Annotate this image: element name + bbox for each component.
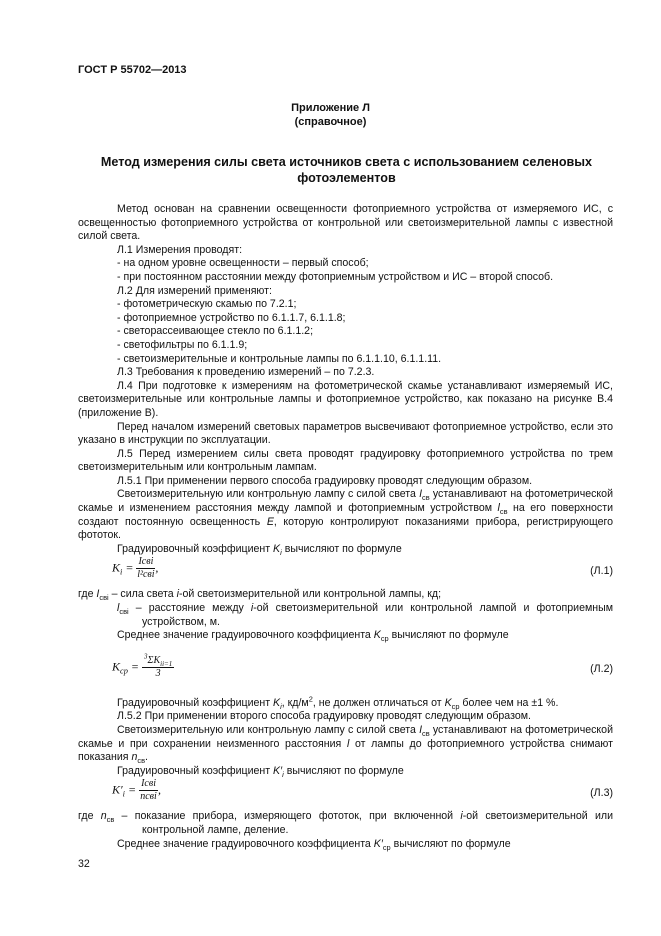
symbol: K <box>444 696 452 709</box>
numerator: $^3\Sigma K_{ii=1}$ <box>144 652 173 668</box>
subscript: i <box>160 659 163 668</box>
text-run: – сила света <box>108 588 177 601</box>
text-run: на его поверхности создают постоянную освещенность <box>78 502 613 528</box>
sum-upper: 3 <box>144 652 148 661</box>
equation-number: (Л.1) <box>590 565 613 578</box>
symbol: E <box>266 515 274 528</box>
equation-number: (Л.2) <box>590 662 613 675</box>
paragraph: Л.2 Для измерений применяют: <box>117 284 272 297</box>
subscript: св <box>137 756 146 766</box>
text-run: устанавливают на фотометрической скамье и при сохранении неизменного расстояния <box>78 724 613 750</box>
text-run: где <box>78 588 97 601</box>
symbol: K <box>112 659 121 674</box>
text-run: -ой светоизмерительной или контрольной лампы, кд; <box>178 588 442 601</box>
list-item: - светоизмерительные и контрольные лампы по 6.1.1.10, 6.1.1.11. <box>117 352 442 365</box>
paragraph: Л.5.1 При применении первого способа градуировку проводят следующим образом. <box>117 474 533 487</box>
paragraph: Л.3 Требования к проведению измерений – по 7.2.3. <box>117 366 375 379</box>
formula-l1 <box>78 556 613 588</box>
text-run: Среднее значение градуировочного коэффициента <box>117 837 374 850</box>
symbol: K <box>273 696 281 709</box>
where-clause <box>78 588 613 602</box>
document-body <box>78 203 613 851</box>
superscript: 2 <box>308 694 313 704</box>
list-item: - фотометрическую скамью по 7.2.1; <box>117 298 297 311</box>
symbol: i <box>250 602 254 615</box>
subscript: св <box>422 493 430 503</box>
symbol: K′ <box>112 782 123 797</box>
list-item: - светофильтры по 6.1.1.9; <box>117 338 248 351</box>
subscript: i <box>280 701 282 711</box>
text-run: – расстояние между <box>128 602 251 615</box>
subscript: св <box>106 815 115 825</box>
formula-expression: $K_i$ = $\frac{\text{Iсвi}}{\text{l²свi}}$ , <box>112 556 159 581</box>
symbol: K <box>153 654 161 666</box>
formula-expression: $K'_i$ = $\frac{\text{Iсвi}}{\text{nсвi}}$ , <box>112 778 161 803</box>
paragraph <box>78 629 613 643</box>
text-run: вычисляют по формуле <box>283 764 404 777</box>
subscript: i <box>120 568 123 578</box>
subscript: ср <box>120 666 128 676</box>
paragraph <box>78 543 613 557</box>
fraction <box>136 556 155 581</box>
text-run: -ой светоизмерительной или контрольной лампой и фотоприемным устройством, м. <box>142 602 613 628</box>
list-item: - фотоприемное устройство по 6.1.1.7, 6.1.1.8; <box>117 311 346 324</box>
document-header: ГОСТ Р 55702—2013 <box>78 64 187 76</box>
subscript: свi <box>99 593 109 603</box>
numerator: Iсвi <box>138 556 154 568</box>
denominator: 3 <box>155 667 161 679</box>
symbol: n <box>131 751 138 764</box>
symbol: l <box>346 737 350 750</box>
subscript: свi <box>119 607 129 617</box>
section-title: Метод измерения силы света источников света с использованием селеновых фотоэлементов <box>100 155 593 185</box>
symbol: K′ <box>373 837 383 850</box>
paragraph: Л.5.2 При применении второго способа градуировку проводят следующим образом. <box>117 710 531 723</box>
subscript: св <box>422 729 430 739</box>
text-run: Светоизмерительную или контрольную лампу с силой света <box>117 488 420 501</box>
paragraph: Л.1 Измерения проводят: <box>117 243 243 256</box>
text-run: вычисляют по формуле <box>390 837 511 850</box>
denominator: nсвi <box>140 791 157 803</box>
subscript: i <box>122 790 125 800</box>
symbol: l <box>117 602 120 615</box>
symbol: K′ <box>273 764 283 777</box>
text-run: – показание прибора, измеряющего фототок, при включенной <box>114 810 461 823</box>
list-item: - на одном уровне освещенности – первый способ; <box>117 257 369 270</box>
text-run: вычисляют по формуле <box>388 629 509 642</box>
paragraph: Перед началом измерений световых параметров высвечивают фотоприемное устройство, если это указано в инструкции по эксплуатации. <box>78 420 613 447</box>
text-run: -ой светоизмерительной или контрольной лампе, деление. <box>142 810 613 836</box>
list-item: - при постоянном расстоянии между фотоприемным устройством и ИС – второй способ. <box>117 270 554 283</box>
symbol: n <box>100 810 107 823</box>
text-run: вычисляют по формуле <box>281 542 402 555</box>
symbol: K <box>273 542 281 555</box>
symbol: I <box>96 588 100 601</box>
annex-label: Приложение Л <box>291 102 370 114</box>
symbol: i <box>176 588 179 601</box>
subscript: ср <box>380 634 389 644</box>
paragraph: Л.5 Перед измерением силы света проводят градуировку фотоприемного устройства по трем светоизмерительным или контрольным лампам. <box>78 447 613 474</box>
list-item: - светорассеивающее стекло по 6.1.1.2; <box>117 325 314 338</box>
text-run: устанавливают на фотометрической скамье и изменением расстояния между лампой и фотоприемным устройством <box>78 488 613 515</box>
text-run: , не должен отличаться от <box>312 696 445 709</box>
paragraph <box>78 838 613 852</box>
paragraph <box>78 694 613 711</box>
text-run: Светоизмерительную или контрольную лампу с силой света <box>117 724 420 736</box>
paragraph: Л.4 При подготовке к измерениям на фотометрической скамье устанавливают измеряемый ИС, светоизмерительные или контрольные лампы и фотоприемное устройство, как показано на рисунке В.4 (приложение В). <box>78 379 613 419</box>
where-clause <box>78 810 613 837</box>
subscript: i <box>282 769 284 779</box>
paragraph <box>78 488 613 542</box>
text-run: где <box>78 810 101 823</box>
paragraph: Метод основан на сравнении освещенности фотоприемного устройства от измеряемого ИС, с освещенностью фотоприемного устройства от контрольной или светоизмерительной лампы с известной силой света. <box>78 203 613 243</box>
text-run: Градуировочный коэффициент <box>117 542 274 555</box>
where-clause <box>78 602 613 629</box>
annex-type: (справочное) <box>294 116 367 128</box>
symbol: i <box>460 810 463 823</box>
text-run: от лампы до фотоприемного устройства снимают показания <box>78 737 613 764</box>
formula-l3 <box>78 778 613 810</box>
symbol: l <box>497 502 500 515</box>
symbol: I <box>419 724 423 736</box>
paragraph <box>78 765 613 779</box>
sum-lower: i=1 <box>162 659 173 668</box>
text-run: Градуировочный коэффициент <box>117 696 274 709</box>
subscript: i <box>280 547 282 557</box>
formula-expression: $K_{ср}$ = $\frac{^3\Sigma K_{ii=1}}{3}$ <box>112 652 173 679</box>
text-run: , которую контролируют показаниями прибора, регистрирующего фототок. <box>78 515 613 542</box>
text-run: Среднее значение градуировочного коэффициента <box>117 629 374 642</box>
text-run: более чем на ±1 %. <box>459 696 559 709</box>
symbol: K <box>373 629 381 642</box>
text-run: . <box>145 751 148 764</box>
subscript: ср <box>382 842 391 852</box>
equation-number: (Л.3) <box>590 787 613 800</box>
text-run: , кд/м <box>281 696 309 709</box>
text-run: Градуировочный коэффициент <box>117 764 274 777</box>
formula-l2 <box>78 643 613 697</box>
subscript: св <box>499 507 508 517</box>
page-number: 32 <box>78 858 90 870</box>
symbol: I <box>419 488 423 501</box>
numerator: Iсвi <box>141 778 156 790</box>
paragraph <box>78 724 613 765</box>
fraction <box>139 778 158 803</box>
symbol: K <box>112 560 121 575</box>
denominator: l²свi <box>137 569 155 581</box>
subscript: ср <box>451 701 460 711</box>
